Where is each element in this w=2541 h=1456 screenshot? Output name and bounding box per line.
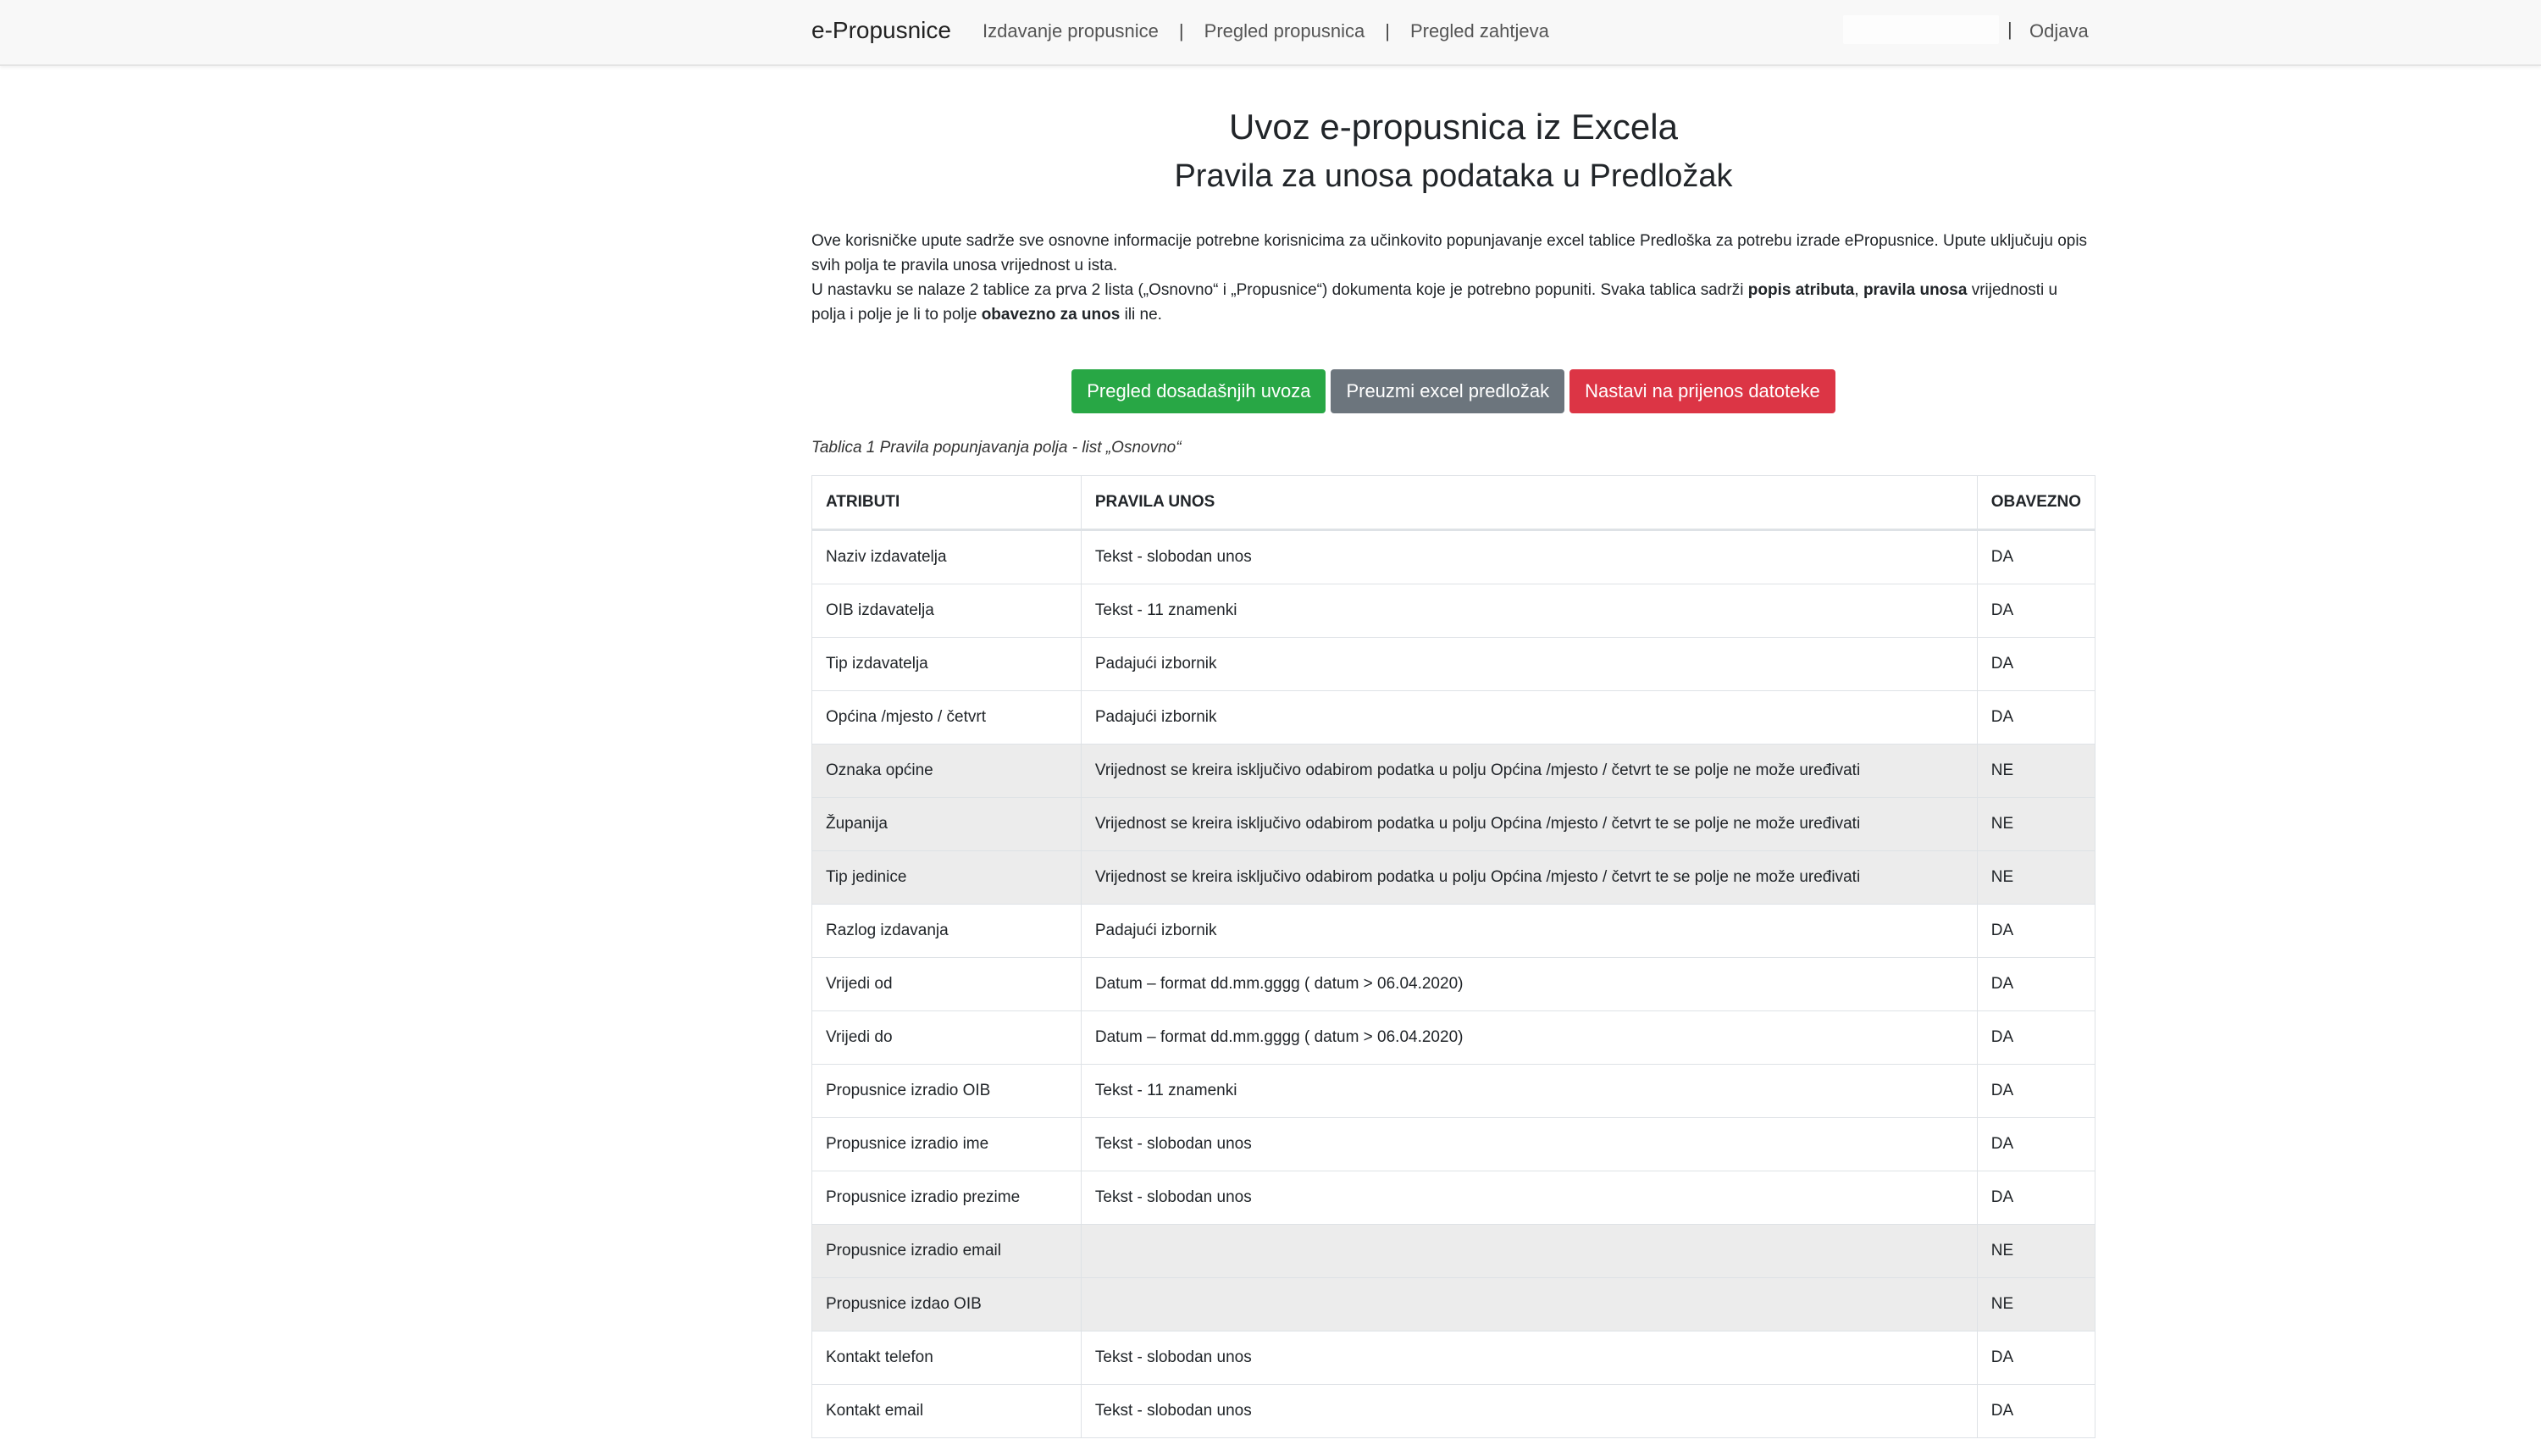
header-attributes: ATRIBUTI	[812, 476, 1082, 530]
cell-required: DA	[1977, 638, 2095, 691]
continue-upload-button[interactable]: Nastavi na prijenos datoteke	[1569, 369, 1835, 413]
top-navbar	[0, 0, 2541, 66]
cell-required: NE	[1977, 798, 2095, 851]
cell-required: DA	[1977, 1011, 2095, 1065]
cell-attribute: Razlog izdavanja	[812, 905, 1082, 958]
download-template-button[interactable]: Preuzmi excel predložak	[1331, 369, 1564, 413]
cell-attribute: Propusnice izradio email	[812, 1225, 1082, 1278]
cell-attribute: Tip jedinice	[812, 851, 1082, 905]
cell-attribute: Propusnice izradio prezime	[812, 1171, 1082, 1225]
nav-separator: |	[1385, 20, 1390, 42]
nav-pregled-propusnica[interactable]: Pregled propusnica	[1204, 20, 1365, 42]
table-row	[812, 691, 2095, 745]
cell-attribute: Vrijedi do	[812, 1011, 1082, 1065]
cell-required: DA	[1977, 1065, 2095, 1118]
intro-bold-required: obavezno za unos	[981, 306, 1121, 324]
cell-attribute: Naziv izdavatelja	[812, 530, 1082, 584]
cell-required: DA	[1977, 1171, 2095, 1225]
nav-separator: |	[1178, 20, 1184, 42]
cell-required: DA	[1977, 691, 2095, 745]
cell-rule: Vrijednost se kreira isključivo odabirom podatka u polju Općina /mjesto / četvrt te se polje ne može uređivati	[1081, 745, 1977, 798]
nav-separator: |	[2007, 19, 2012, 40]
table-row	[812, 1278, 2095, 1331]
cell-rule: Tekst - 11 znamenki	[1081, 1065, 1977, 1118]
nav-izdavanje-propusnice[interactable]: Izdavanje propusnice	[983, 20, 1159, 42]
user-name-box	[1843, 15, 1999, 44]
cell-rule: Tekst - slobodan unos	[1081, 1331, 1977, 1385]
cell-required: DA	[1977, 1118, 2095, 1171]
cell-required: DA	[1977, 905, 2095, 958]
table-row	[812, 638, 2095, 691]
cell-attribute: Vrijedi od	[812, 958, 1082, 1011]
cell-required: DA	[1977, 958, 2095, 1011]
cell-rule: Tekst - 11 znamenki	[1081, 584, 1977, 638]
table-body	[812, 530, 2095, 1438]
intro-text-part: ili ne.	[1120, 306, 1162, 324]
table-caption: Tablica 1 Pravila popunjavanja polja - list „Osnovno“	[811, 439, 1182, 457]
nav-pregled-zahtjeva[interactable]: Pregled zahtjeva	[1409, 20, 1549, 42]
cell-attribute: OIB izdavatelja	[812, 584, 1082, 638]
cell-rule: Tekst - slobodan unos	[1081, 1118, 1977, 1171]
cell-rule: Padajući izbornik	[1081, 638, 1977, 691]
page-title: Uvoz e-propusnica iz Excela	[1229, 107, 1678, 147]
cell-rule: Padajući izbornik	[1081, 691, 1977, 745]
cell-rule	[1081, 1225, 1977, 1278]
table-row	[812, 1171, 2095, 1225]
cell-rule: Vrijednost se kreira isključivo odabirom podatka u polju Općina /mjesto / četvrt te se polje ne može uređivati	[1081, 798, 1977, 851]
table-row	[812, 584, 2095, 638]
table-row	[812, 798, 2095, 851]
intro-text-part: vrijednosti u polja i polje je li to polje	[811, 281, 2058, 324]
table-header-row	[812, 476, 2095, 530]
table-row	[812, 851, 2095, 905]
logout-link[interactable]: Odjava	[2029, 20, 2089, 42]
cell-attribute: Propusnice izradio ime	[812, 1118, 1082, 1171]
cell-required: NE	[1977, 851, 2095, 905]
cell-attribute: Propusnice izdao OIB	[812, 1278, 1082, 1331]
brand-link[interactable]: e-Propusnice	[811, 17, 951, 43]
main-content	[811, 64, 2095, 1438]
nav-links	[983, 20, 1549, 42]
cell-rule: Padajući izbornik	[1081, 905, 1977, 958]
table-row	[812, 530, 2095, 584]
intro-bold-rules: pravila unosa	[1863, 281, 1968, 299]
table-row	[812, 1065, 2095, 1118]
cell-required: NE	[1977, 745, 2095, 798]
table-row	[812, 1225, 2095, 1278]
cell-rule: Datum – format dd.mm.gggg ( datum > 06.04.2020)	[1081, 1011, 1977, 1065]
table-row	[812, 905, 2095, 958]
cell-attribute: Tip izdavatelja	[812, 638, 1082, 691]
intro-text-part: U nastavku se nalaze 2 tablice za prva 2 lista („Osnovno“ i „Propusnice“) dokumenta koje je potrebno popuniti. Svaka tablica sadrži	[811, 281, 1748, 299]
cell-required: DA	[1977, 584, 2095, 638]
cell-attribute: Općina /mjesto / četvrt	[812, 691, 1082, 745]
cell-required: DA	[1977, 1385, 2095, 1438]
cell-attribute: Županija	[812, 798, 1082, 851]
cell-rule: Tekst - slobodan unos	[1081, 1385, 1977, 1438]
cell-rule: Tekst - slobodan unos	[1081, 530, 1977, 584]
table-row	[812, 1331, 2095, 1385]
rules-table	[811, 475, 2095, 1438]
cell-rule: Vrijednost se kreira isključivo odabirom podatka u polju Općina /mjesto / četvrt te se polje ne može uređivati	[1081, 851, 1977, 905]
cell-attribute: Kontakt email	[812, 1385, 1082, 1438]
table-row	[812, 1118, 2095, 1171]
cell-required: NE	[1977, 1278, 2095, 1331]
cell-attribute: Propusnice izradio OIB	[812, 1065, 1082, 1118]
intro-paragraph-2	[811, 278, 2095, 327]
intro-bold-attributes: popis atributa	[1747, 281, 1855, 299]
cell-attribute: Kontakt telefon	[812, 1331, 1082, 1385]
intro-paragraph-1: Ove korisničke upute sadrže sve osnovne informacije potrebne korisnicima za učinkovito popunjavanje excel tablice Predloška za potrebu izrade ePropusnice. Upute uključuju opis svih polja te pravila unosa vrijednost u ista.	[811, 232, 2088, 274]
cell-rule: Datum – format dd.mm.gggg ( datum > 06.04.2020)	[1081, 958, 1977, 1011]
import-history-button[interactable]: Pregled dosadašnjih uvoza	[1071, 369, 1326, 413]
header-required: OBAVEZNO	[1977, 476, 2095, 530]
cell-required: DA	[1977, 1331, 2095, 1385]
table-row	[812, 745, 2095, 798]
cell-required: DA	[1977, 530, 2095, 584]
table-row	[812, 1011, 2095, 1065]
cell-rule	[1081, 1278, 1977, 1331]
header-rules: PRAVILA UNOS	[1081, 476, 1977, 530]
page-subtitle: Pravila za unosa podataka u Predložak	[1174, 158, 1733, 194]
intro-text-part: ,	[1854, 281, 1863, 299]
action-buttons	[811, 369, 2095, 413]
cell-attribute: Oznaka općine	[812, 745, 1082, 798]
table-row	[812, 1385, 2095, 1438]
cell-rule: Tekst - slobodan unos	[1081, 1171, 1977, 1225]
intro-text	[811, 229, 2095, 327]
cell-required: NE	[1977, 1225, 2095, 1278]
table-row	[812, 958, 2095, 1011]
